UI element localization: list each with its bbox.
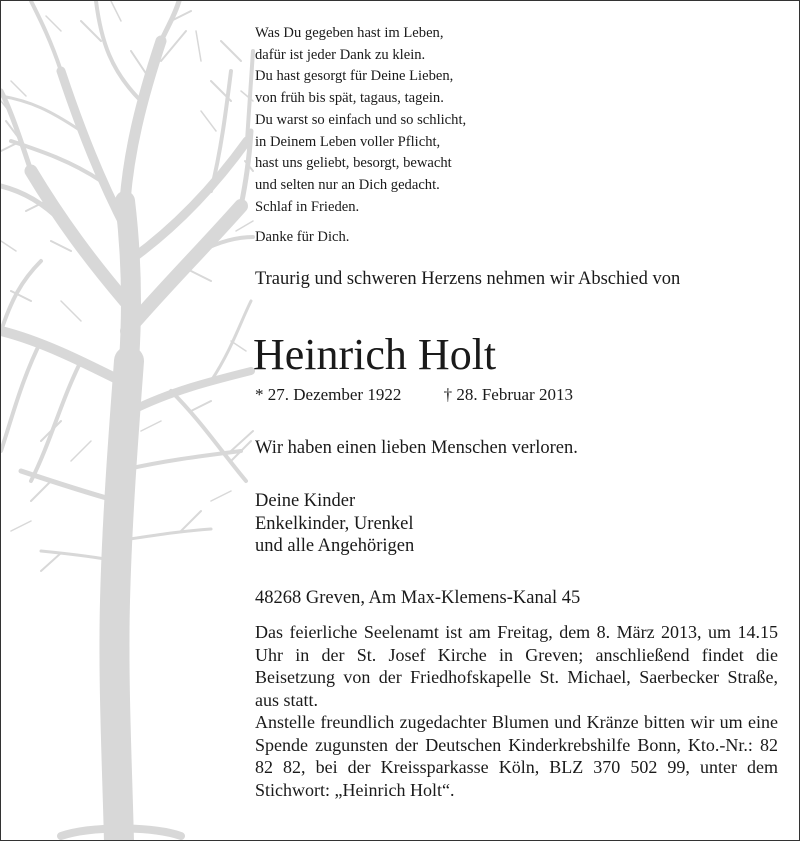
birth-date: * 27. Dezember 1922 xyxy=(255,385,402,404)
donation-request-text: Anstelle freundlich zugedachter Blumen und Kränze bitten wir um eine Spende zugunsten der Deutschen Kinderkrebshilfe Bonn, Kto.-Nr.: 82 82 82, bei der Kreissparkasse Köln, BLZ 370 502 99, unter dem Stichwort: „Heinrich Holt“. xyxy=(255,712,778,800)
poem-line: und selten nur an Dich gedacht. xyxy=(255,176,440,193)
loss-statement: Wir haben einen lieben Menschen verloren. xyxy=(255,438,578,458)
farewell-intro: Traurig und schweren Herzens nehmen wir Abschied von xyxy=(255,269,681,289)
family-address: 48268 Greven, Am Max-Klemens-Kanal 45 xyxy=(255,588,581,608)
poem-line: Du hast gesorgt für Deine Lieben, xyxy=(255,68,454,85)
deceased-name: Heinrich Holt xyxy=(253,330,497,379)
death-date: † 28. Februar 2013 xyxy=(443,385,573,404)
poem-line: von früh bis spät, tagaus, tagein. xyxy=(255,90,444,107)
poem-line: Schlaf in Frieden. xyxy=(255,198,360,215)
poem-line: Was Du gegeben hast im Leben, xyxy=(255,25,444,41)
poem-thanks: Danke für Dich. xyxy=(255,229,350,245)
poem-line: dafür ist jeder Dank zu klein. xyxy=(255,46,426,63)
service-details xyxy=(255,621,778,801)
poem-line: Du warst so einfach und so schlicht, xyxy=(255,111,467,128)
poem-line: in Deinem Leben voller Pflicht, xyxy=(255,133,441,150)
mourners-list xyxy=(255,490,414,558)
mourner-line: und alle Angehörigen xyxy=(255,536,415,557)
poem-line: hast uns geliebt, besorgt, bewacht xyxy=(255,155,452,172)
mourner-line: Deine Kinder xyxy=(255,491,356,511)
memorial-poem xyxy=(255,23,466,218)
funeral-service-text: Das feierliche Seelenamt ist am Freitag, dem 8. März 2013, um 14.15 Uhr in der St. Josef Kirche in Greven; anschließend findet die Beisetzung von der Friedhofskapelle St. Michael, Saerbecker Straße, aus statt. xyxy=(255,622,778,710)
mourner-line: Enkelkinder, Urenkel xyxy=(255,513,414,534)
life-dates xyxy=(255,385,573,405)
